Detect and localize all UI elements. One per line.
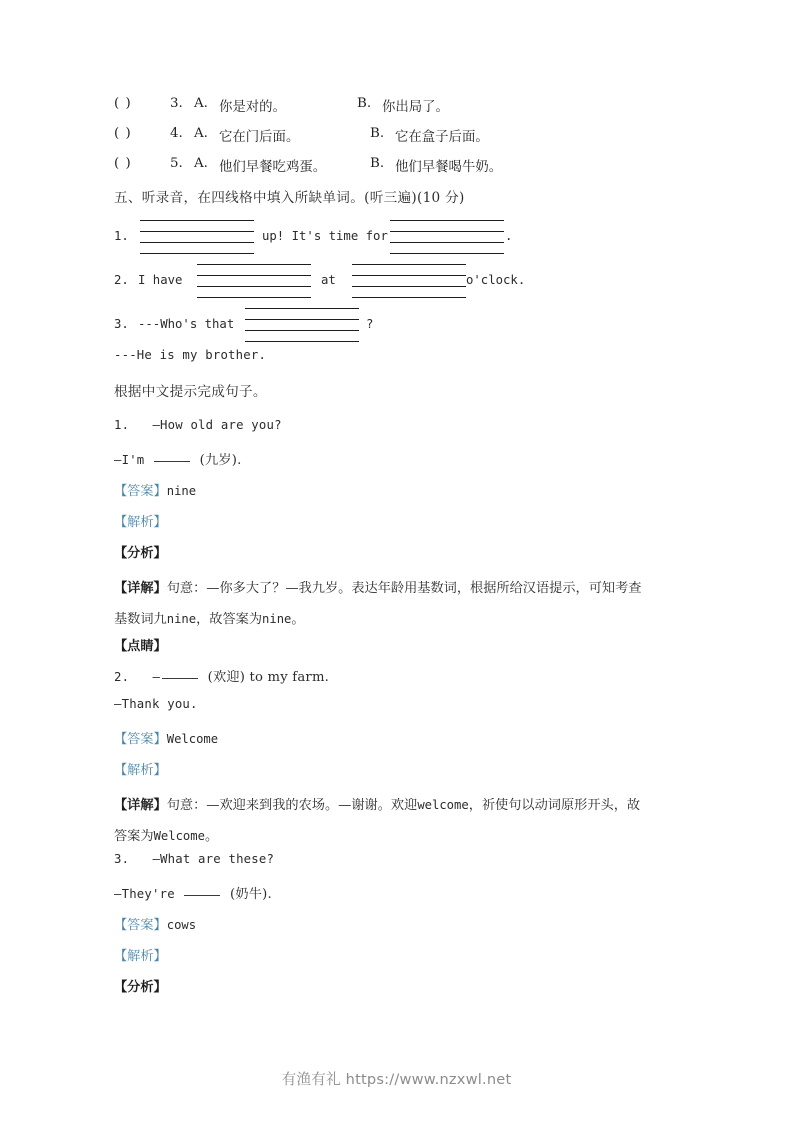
detail-mono-1: nine (166, 612, 197, 626)
mc-option-a-text: 它在门后面。 (219, 130, 300, 145)
analysis-tag: 【解析】 (114, 949, 167, 964)
fourline-grid-blank[interactable] (245, 308, 359, 342)
answer-blank[interactable] (184, 895, 220, 896)
response-after: (九岁). (199, 453, 242, 468)
translation-q1-prompt (114, 418, 684, 449)
mc-option-b-label: B. (357, 96, 372, 111)
question-text-middle: at (321, 273, 336, 287)
mc-option-b-label: B. (370, 156, 385, 171)
translation-q2-prompt (114, 666, 684, 697)
answer-blank[interactable] (154, 461, 190, 462)
analysis-tag: 【解析】 (114, 763, 167, 778)
question-prompt: —How old are you? (152, 418, 282, 432)
detail-tag: 【详解】 (114, 798, 167, 813)
prompt-before: — (152, 670, 161, 684)
question-number: 3. (114, 852, 130, 866)
breakdown-tag: 【分析】 (114, 980, 167, 995)
mc-option-b-text: 你出局了。 (382, 100, 449, 115)
mc-option-a-text: 你是对的。 (219, 100, 286, 115)
question-text: up! It's time for (262, 229, 388, 243)
listening-answer-line: ---He is my brother. (114, 348, 267, 362)
mc-option-a-text: 他们早餐吃鸡蛋。 (219, 160, 327, 175)
question-number: 2. (114, 670, 130, 684)
detail-mono-2: Welcome (153, 829, 205, 843)
fourline-grid-blank[interactable] (197, 264, 311, 298)
answer-tag: 【答案】 (114, 484, 167, 499)
q3-answer-row (114, 914, 684, 945)
question-prompt: —What are these? (152, 852, 275, 866)
detail-tag: 【详解】 (114, 581, 167, 596)
q3-analysis-row (114, 945, 684, 976)
translation-q3-response (114, 883, 684, 914)
page-content (114, 96, 684, 1007)
mc-option-b-text: 他们早餐喝牛奶。 (395, 160, 503, 175)
detail-line1-pre: 句意：—欢迎来到我的农场。—谢谢。欢迎 (166, 798, 418, 813)
mc-number: 3. (170, 96, 183, 111)
question-text-before: ---Who's that (138, 317, 235, 331)
analysis-tag: 【解析】 (114, 515, 167, 530)
mc-option-b-label: B. (370, 126, 385, 141)
detail-text-line1: 句意：—你多大了？—我九岁。表达年龄用基数词，根据所给汉语提示，可知考查 (166, 581, 642, 596)
question-number: 3. (114, 317, 129, 331)
answer-value: nine (166, 484, 197, 498)
translation-q2-response: —Thank you. (114, 697, 198, 711)
mc-answer-bracket[interactable]: ( ) (114, 96, 132, 111)
detail-line2-pre: 答案为 (114, 829, 154, 844)
mc-number: 5. (170, 156, 183, 171)
answer-tag: 【答案】 (114, 918, 167, 933)
fourline-question-3 (114, 304, 684, 348)
translation-section-heading: 根据中文提示完成句子。 (114, 384, 267, 400)
answer-blank[interactable] (162, 678, 198, 679)
q1-highlight-row (114, 635, 684, 666)
q1-breakdown-row (114, 542, 684, 573)
question-number: 2. (114, 273, 129, 287)
mc-option-a-label: A. (194, 126, 208, 141)
q2-analysis-row (114, 759, 684, 790)
fourline-question-1 (114, 216, 684, 260)
q1-analysis-row (114, 511, 684, 542)
question-tail: . (505, 229, 513, 243)
translation-q3-prompt (114, 852, 684, 883)
detail-mono-1: welcome (417, 798, 469, 812)
response-before: —I'm (114, 453, 145, 467)
footer-watermark: 有渔有礼 https://www.nzxwl.net (281, 1071, 512, 1088)
mc-option-a-label: A. (194, 96, 208, 111)
q3-breakdown-row (114, 976, 684, 1007)
mc-item-4 (114, 126, 684, 156)
answer-value: Welcome (166, 732, 219, 746)
listening-section-heading: 五、听录音，在四线格中填入所缺单词。(听三遍)(10 分) (114, 190, 465, 206)
detail-text-line2-mid: ，故答案为 (196, 612, 263, 627)
detail-line1-post: ，祈使句以动词原形开头，故 (468, 798, 641, 813)
translation-q1-response (114, 449, 684, 480)
q2-detail-paragraph (114, 790, 684, 852)
prompt-after: (欢迎) to my farm. (207, 670, 330, 685)
question-tail: o'clock. (466, 273, 526, 287)
mc-item-3 (114, 96, 684, 126)
answer-value: cows (166, 918, 197, 932)
response-before: —They're (114, 887, 175, 901)
mc-answer-bracket[interactable]: ( ) (114, 126, 132, 141)
question-number: 1. (114, 418, 130, 432)
q1-detail-paragraph (114, 573, 684, 635)
mc-option-a-label: A. (194, 156, 208, 171)
fourline-grid-blank[interactable] (140, 220, 254, 254)
detail-text-line2-post: 。 (291, 612, 305, 627)
response-after: (奶牛). (230, 887, 272, 902)
mc-answer-bracket[interactable]: ( ) (114, 156, 132, 171)
mc-item-5 (114, 156, 684, 186)
mc-option-b-text: 它在盒子后面。 (395, 130, 489, 145)
mc-number: 4. (170, 126, 183, 141)
question-number: 1. (114, 229, 129, 243)
question-text-before: I have (138, 273, 183, 287)
detail-mono-2: nine (262, 612, 292, 626)
breakdown-tag: 【分析】 (114, 546, 167, 561)
detail-line2-post: 。 (204, 829, 219, 844)
q1-answer-row (114, 480, 684, 511)
fourline-grid-blank[interactable] (352, 264, 466, 298)
answer-tag: 【答案】 (114, 732, 167, 747)
q2-answer-row (114, 728, 684, 759)
fourline-grid-blank[interactable] (390, 220, 504, 254)
question-tail: ? (366, 317, 374, 331)
detail-text-line2-pre: 基数词九 (114, 612, 167, 627)
fourline-question-2 (114, 260, 684, 304)
highlight-tag: 【点睛】 (114, 639, 167, 654)
